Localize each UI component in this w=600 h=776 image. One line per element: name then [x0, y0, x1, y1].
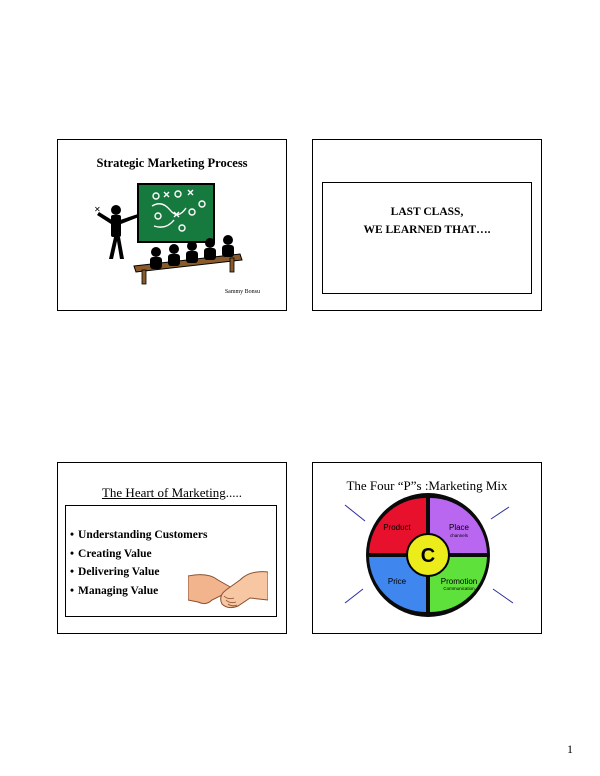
quadrant-label-product: Product [383, 523, 411, 532]
handshake-icon [188, 566, 268, 616]
center-label: C [420, 545, 436, 567]
coach-chalkboard-icon [94, 182, 254, 292]
pointer-line [493, 589, 513, 603]
slide-last-class [312, 139, 542, 311]
slide-author: Sammy Bonsu [224, 289, 260, 295]
list-item: • Creating Value [70, 545, 207, 564]
quadrant-label-price: Price [387, 577, 407, 586]
slide-title-main: The Heart of Marketing [101, 485, 226, 500]
slide-text [323, 203, 531, 239]
list-item: • Understanding Customers [70, 526, 207, 545]
page-number: 1 [567, 742, 573, 756]
list-item: • Delivering Value [70, 563, 207, 582]
quadrant-label-promotion: Promotion [440, 577, 478, 586]
marketing-mix-wheel-icon [333, 493, 523, 623]
slide-heart-of-marketing [57, 462, 287, 634]
text-line-1: LAST CLASS, [390, 206, 464, 218]
slide-strategic-marketing [57, 139, 287, 311]
text-box [322, 182, 532, 294]
slide-title [58, 485, 286, 501]
slide-title: The Four “P”s :Marketing Mix [346, 478, 508, 493]
slide-four-ps [312, 462, 542, 634]
quadrant-sublabel-promotion: Communication [443, 586, 475, 591]
bullet-list [70, 526, 207, 600]
list-item: • Managing Value [70, 582, 207, 601]
content-box [65, 505, 277, 617]
quadrant-label-place: Place [448, 523, 470, 532]
svg-text:✕: ✕ [94, 205, 101, 214]
text-line-2: WE LEARNED THAT…. [363, 224, 491, 236]
pointer-line [345, 505, 365, 521]
quadrant-sublabel-place: channels [449, 533, 469, 538]
slide-title: Strategic Marketing Process [96, 156, 248, 170]
slide-title-tail: ..... [225, 485, 243, 500]
pointer-line [345, 589, 363, 603]
pointer-line [491, 507, 509, 519]
